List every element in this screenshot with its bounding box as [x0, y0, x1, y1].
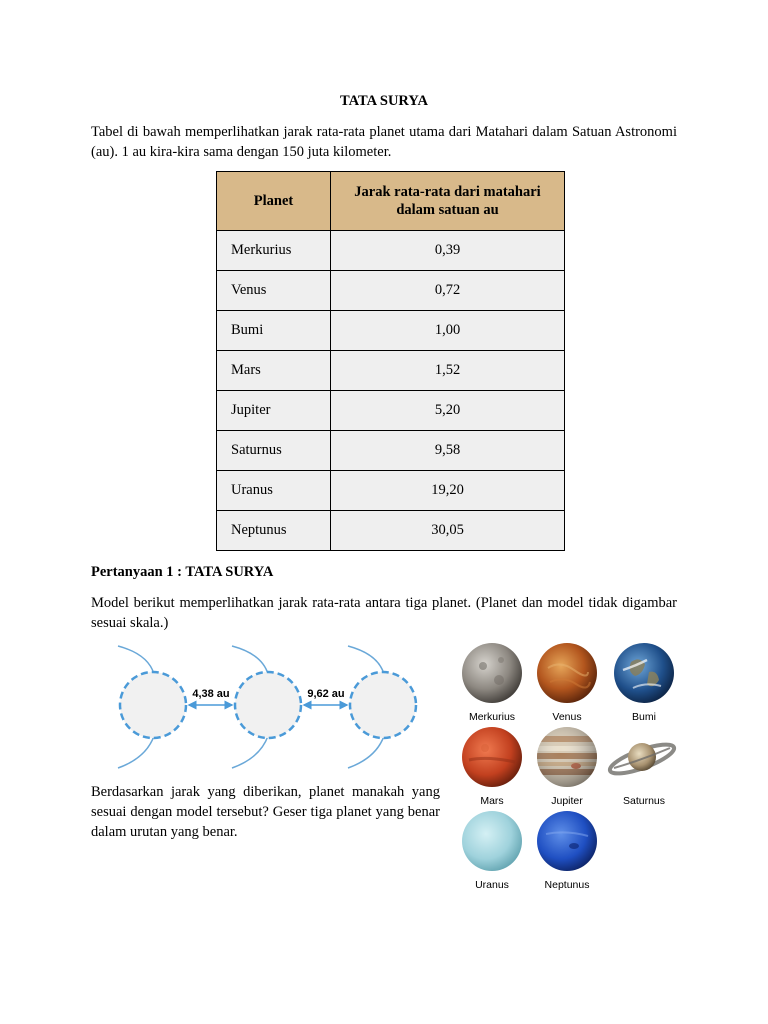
distance-cell: 30,05 [331, 511, 565, 551]
planet-choice-merkurius[interactable] [454, 642, 530, 723]
bumi-icon [613, 642, 675, 704]
planet-choice-label: Mars [480, 795, 504, 807]
intro-paragraph: Tabel di bawah memperlihatkan jarak rata-rata planet utama dari Matahari dalam Satuan Astronomi (au). 1 au kira-kira sama dengan 150 juta kilometer. [91, 124, 677, 160]
distance-cell: 9,58 [331, 431, 565, 471]
planet-choice-venus[interactable] [529, 642, 605, 723]
orbit-arc [232, 736, 268, 768]
planet-drop-slot-3[interactable] [350, 672, 416, 738]
planet-choice-bumi[interactable] [606, 642, 682, 723]
distance-cell: 1,52 [331, 351, 565, 391]
planet-choice-neptunus[interactable] [529, 810, 605, 891]
table-row [217, 391, 565, 431]
planet-choice-jupiter[interactable] [529, 726, 605, 807]
distance-cell: 0,72 [331, 271, 565, 311]
planet-cell: Jupiter [217, 391, 331, 431]
table-row [217, 231, 565, 271]
planet-cell: Neptunus [217, 511, 331, 551]
distance-cell: 5,20 [331, 391, 565, 431]
planet-cell: Uranus [217, 471, 331, 511]
distance-cell: 0,39 [331, 231, 565, 271]
planet-choice-uranus[interactable] [454, 810, 530, 891]
table-row [217, 471, 565, 511]
orbit-arc [348, 646, 384, 674]
table-row [217, 511, 565, 551]
planet-choice-label: Bumi [632, 711, 656, 723]
planet-drop-slot-1[interactable] [120, 672, 186, 738]
orbit-arc [232, 646, 268, 674]
distance-label-1: 4,38 au [192, 688, 230, 700]
planet-drop-slot-2[interactable] [235, 672, 301, 738]
distance-cell: 19,20 [331, 471, 565, 511]
column-header-planet: Planet [217, 172, 331, 231]
planet-cell: Merkurius [217, 231, 331, 271]
distance-label-2: 9,62 au [307, 688, 345, 700]
column-header-distance: Jarak rata-rata dari matahari dalam satuan au [331, 172, 565, 231]
question-heading: Pertanyaan 1 : TATA SURYA [91, 564, 274, 580]
table-row [217, 431, 565, 471]
planet-cell: Venus [217, 271, 331, 311]
orbit-arc [118, 736, 154, 768]
mars-icon [461, 726, 523, 788]
table-row [217, 271, 565, 311]
planet-cell: Mars [217, 351, 331, 391]
jupiter-icon [536, 726, 598, 788]
table-row [217, 311, 565, 351]
orbit-arc [348, 736, 384, 768]
planet-choice-label: Saturnus [622, 795, 666, 807]
uranus-icon [461, 810, 523, 872]
orbit-arc [118, 646, 154, 674]
planet-choice-label: Uranus [475, 879, 509, 891]
planet-cell: Bumi [217, 311, 331, 351]
distance-table [216, 171, 565, 551]
planet-cell: Saturnus [217, 431, 331, 471]
planet-choice-label: Neptunus [544, 879, 590, 891]
planet-choice-label: Venus [552, 711, 582, 723]
planet-choice-label: Merkurius [468, 711, 516, 723]
question-prompt: Model berikut memperlihatkan jarak rata-rata antara tiga planet. (Planet dan model tidak digambar sesuai skala.) [91, 595, 677, 631]
merkurius-icon [461, 642, 523, 704]
planet-choice-saturnus[interactable] [606, 726, 682, 807]
question-instruction: Berdasarkan jarak yang diberikan, planet manakah yang sesuai dengan model tersebut? Geser tiga planet yang benar dalam urutan yang benar. [91, 784, 440, 840]
orbit-model-diagram [116, 640, 421, 772]
planet-choice-mars[interactable] [454, 726, 530, 807]
planet-choice-label: Jupiter [551, 795, 583, 807]
saturnus-icon [606, 726, 678, 788]
venus-icon [536, 642, 598, 704]
table-row [217, 351, 565, 391]
page-title: TATA SURYA [340, 93, 428, 109]
neptunus-icon [536, 810, 598, 872]
distance-cell: 1,00 [331, 311, 565, 351]
table-header-row [217, 172, 565, 231]
